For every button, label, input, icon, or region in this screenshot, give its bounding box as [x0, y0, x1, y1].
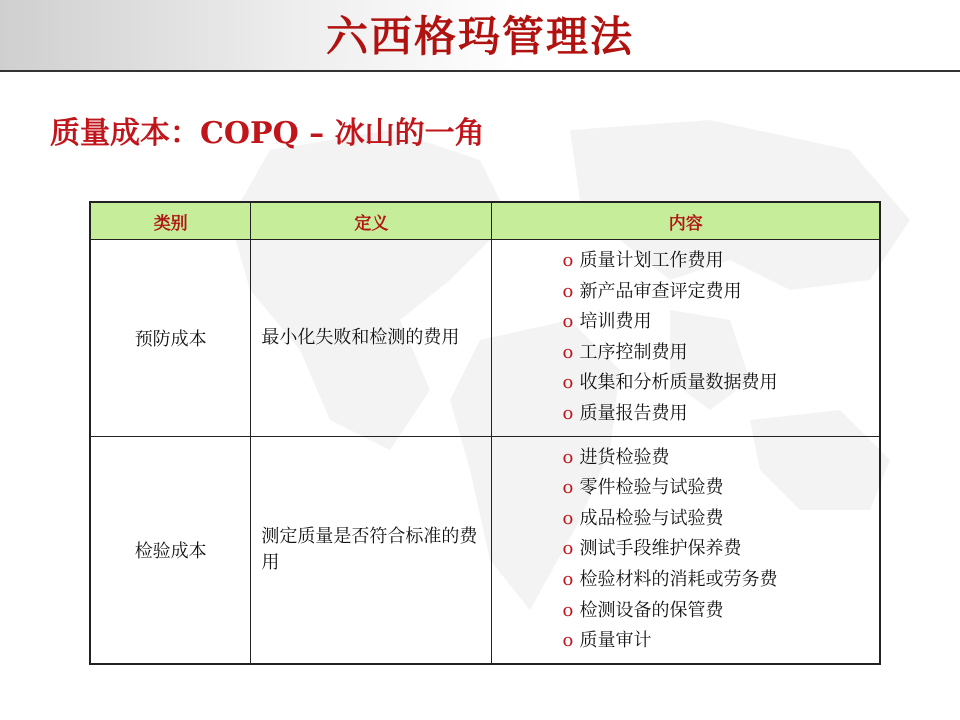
list-item: o 质量报告费用: [562, 399, 879, 430]
slide-subtitle: 质量成本：COPQ – 冰山的一角: [50, 116, 485, 151]
list-item: o 零件检验与试验费: [562, 473, 879, 504]
column-header-category: 类别: [90, 202, 251, 240]
bullet-icon: o: [562, 630, 574, 652]
definition-cell: 测定质量是否符合标准的费用: [251, 436, 492, 664]
list-item: o 工序控制费用: [562, 338, 879, 369]
slide-title: 六西格玛管理法: [325, 12, 634, 61]
list-item: o 质量计划工作费用: [562, 246, 879, 277]
table-row: [90, 240, 880, 437]
content-list: [492, 437, 879, 663]
bullet-icon: o: [562, 402, 574, 424]
list-item: o 成品检验与试验费: [562, 504, 879, 535]
bullet-icon: o: [562, 507, 574, 529]
list-item: o 进货检验费: [562, 443, 879, 474]
list-item: o 检验材料的消耗或劳务费: [562, 565, 879, 596]
category-cell: 检验成本: [90, 436, 251, 664]
bullet-icon: o: [562, 280, 574, 302]
table-header-row: [90, 202, 880, 240]
list-item: o 检测设备的保管费: [562, 596, 879, 627]
list-item: o 测试手段维护保养费: [562, 534, 879, 565]
bullet-icon: o: [562, 477, 574, 499]
list-item: o 质量审计: [562, 626, 879, 657]
list-item: o 新产品审查评定费用: [562, 277, 879, 308]
bullet-icon: o: [562, 538, 574, 560]
category-cell: 预防成本: [90, 240, 251, 437]
header-divider: [0, 70, 960, 72]
bullet-icon: o: [562, 446, 574, 468]
list-item: o 培训费用: [562, 307, 879, 338]
content-cell: [492, 436, 880, 664]
bullet-icon: o: [562, 568, 574, 590]
column-header-definition: 定义: [251, 202, 492, 240]
definition-cell: 最小化失败和检测的费用: [251, 240, 492, 437]
column-header-content: 内容: [492, 202, 880, 240]
table-row: [90, 436, 880, 664]
bullet-icon: o: [562, 372, 574, 394]
quality-cost-table: [89, 201, 881, 665]
list-item: o 收集和分析质量数据费用: [562, 368, 879, 399]
bullet-icon: o: [562, 341, 574, 363]
bullet-icon: o: [562, 250, 574, 271]
content-cell: [492, 240, 880, 437]
content-list: [492, 240, 879, 436]
bullet-icon: o: [562, 599, 574, 621]
bullet-icon: o: [562, 311, 574, 333]
